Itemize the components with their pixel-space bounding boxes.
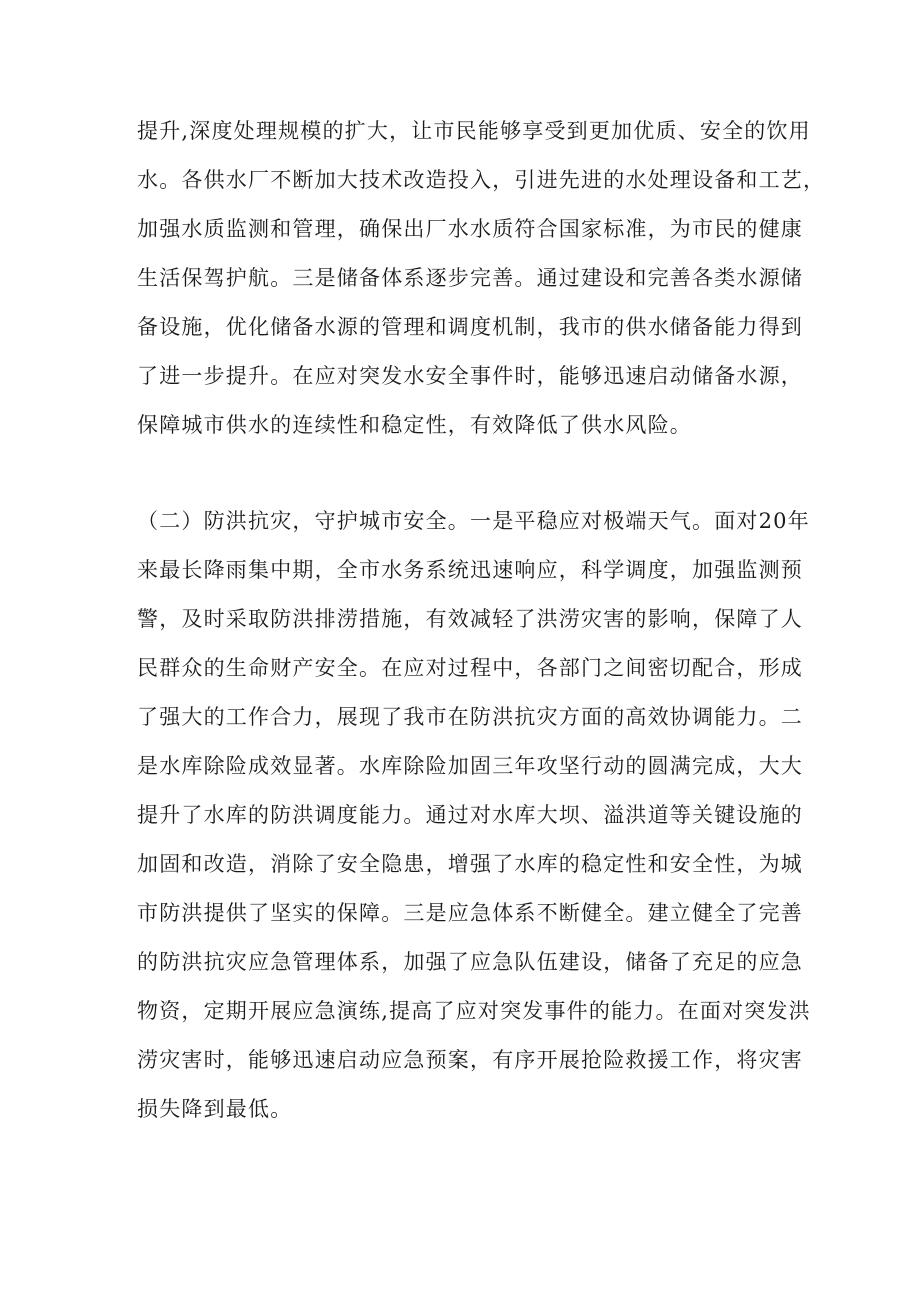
text-line: 民群众的生命财产安全。在应对过程中，各部门之间密切配合，形成 (137, 656, 803, 680)
text-line: （二）防洪抗灾，守护城市安全。一是平稳应对极端天气。面对20年 (137, 509, 810, 533)
text-line: 物资，定期开展应急演练,提高了应对突发事件的能力。在面对突发洪 (137, 999, 811, 1023)
text-line: 了强大的工作合力，展现了我市在防洪抗灾方面的高效协调能力。二 (137, 705, 803, 729)
text-line: 了进一步提升。在应对突发水安全事件时，能够迅速启动储备水源， (137, 364, 803, 388)
text-line: 是水库除险成效显著。水库除险加固三年攻坚行动的圆满完成，大大 (137, 754, 803, 778)
text-line: 来最长降雨集中期，全市水务系统迅速响应，科学调度，加强监测预 (137, 558, 803, 582)
text-line: 提升,深度处理规模的扩大，让市民能够享受到更加优质、安全的饮用 (137, 119, 811, 143)
paragraph-water-supply (137, 107, 826, 450)
text-line: 市防洪提供了坚实的保障。三是应急体系不断健全。建立健全了完善 (137, 901, 803, 925)
text-line: 提升了水库的防洪调度能力。通过对水库大坝、溢洪道等关键设施的 (137, 803, 803, 827)
text-line: 损失降到最低。 (137, 1097, 293, 1121)
text-line: 加强水质监测和管理，确保出厂水水质符合国家标准，为市民的健康 (137, 217, 803, 241)
text-line: 备设施，优化储备水源的管理和调度机制，我市的供水储备能力得到 (137, 315, 803, 339)
text-line: 水。各供水厂不断加大技术改造投入，引进先进的水处理设备和工艺， (137, 168, 826, 192)
text-line: 警，及时采取防洪排涝措施，有效减轻了洪涝灾害的影响，保障了人 (137, 607, 803, 631)
text-line: 生活保驾护航。三是储备体系逐步完善。通过建设和完善各类水源储 (137, 266, 803, 290)
text-line: 的防洪抗灾应急管理体系，加强了应急队伍建设，储备了充足的应急 (137, 950, 803, 974)
text-line: 涝灾害时，能够迅速启动应急预案，有序开展抢险救援工作，将灾害 (137, 1048, 803, 1072)
paragraph-flood-control (137, 497, 811, 1134)
text-line: 保障城市供水的连续性和稳定性，有效降低了供水风险。 (137, 413, 692, 437)
text-line: 加固和改造，消除了安全隐患，增强了水库的稳定性和安全性，为城 (137, 852, 803, 876)
